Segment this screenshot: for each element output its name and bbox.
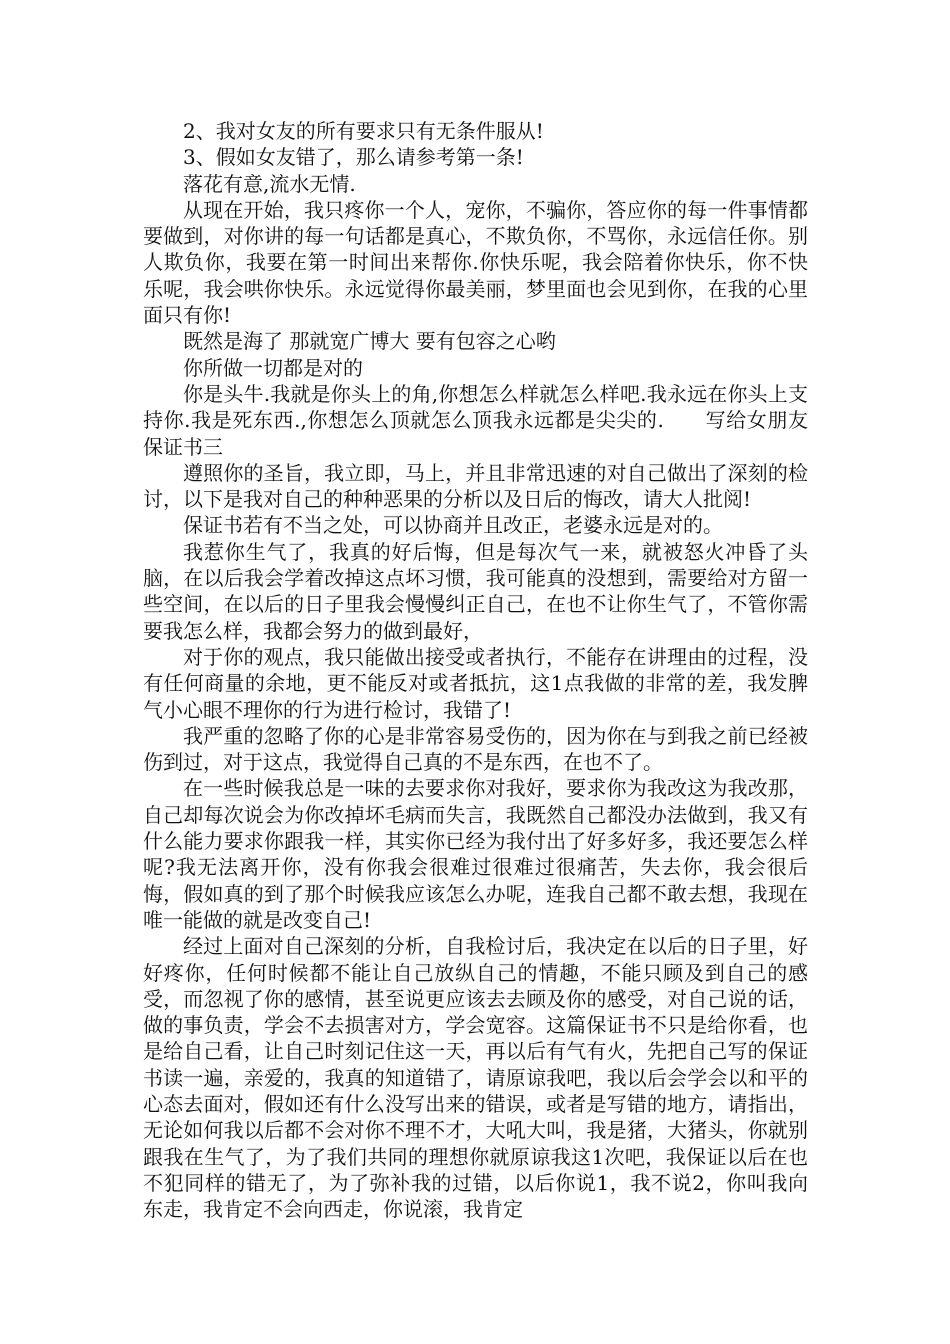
paragraph: 遵照你的圣旨，我立即，马上，并且非常迅速的对自己做出了深刻的检讨，以下是我对自己的种种恶果的分析以及日后的悔改，请大人批阅! (143, 460, 808, 512)
paragraph: 我严重的忽略了你的心是非常容易受伤的，因为你在与到我之前已经被伤到过，对于这点，我觉得自己真的不是东西，在也不了。 (143, 723, 808, 775)
paragraph: 在一些时候我总是一味的去要求你对我好，要求你为我改这为我改那，自己却每次说会为你改掉坏毛病而失言，我既然自己都没办法做到，我又有什么能力要求你跟我一样，其实你已经为我付出了好多好多，我还要怎么样呢?我无法离开你，没有你我会很难过很难过很痛苦，失去你，我会很后悔，假如真的到了那个时候我应该怎么办呢，连我自己都不敢去想，我现在唯一能做的就是改变自己! (143, 776, 808, 932)
paragraph: 从现在开始，我只疼你一个人，宠你，不骗你，答应你的每一件事情都要做到，对你讲的每一句话都是真心，不欺负你，不骂你，永远信任你。别人欺负你，我要在第一时间出来帮你.你快乐呢，我会陪着你快乐，你不快乐呢，我会哄你快乐。永远觉得你最美丽，梦里面也会见到你，在我的心里面只有你! (143, 197, 808, 328)
paragraph: 落花有意,流水无情. (183, 171, 356, 196)
paragraph: 我惹你生气了，我真的好后悔，但是每次气一来，就被怒火冲昏了头脑，在以后我会学着改掉这点坏习惯，我可能真的没想到，需要给对方留一些空间，在以后的日子里我会慢慢纠正自己，在也不让你生气了，不管你需要我怎么样，我都会努力的做到最好， (143, 539, 808, 643)
paragraph: 对于你的观点，我只能做出接受或者执行，不能存在讲理由的过程，没有任何商量的余地，更不能反对或者抵抗，这1点我做的非常的差，我发脾气小心眼不理你的行为进行检讨，我错了! (143, 644, 808, 722)
document-body (143, 118, 808, 1222)
paragraph: 保证书若有不当之处，可以协商并且改正，老婆永远是对的。 (183, 513, 723, 538)
paragraph: 2、我对女友的所有要求只有无条件服从! (183, 119, 544, 143)
paragraph: 经过上面对自己深刻的分析，自我检讨后，我决定在以后的日子里，好好疼你，任何时候都不能让自己放纵自己的情趣，不能只顾及到自己的感受，而忽视了你的感情，甚至说更应该去去顾及你的感受，对自己说的话，做的事负责，学会不去损害对方，学会宽容。这篇保证书不只是给你看，也是给自己看，让自己时刻记住这一天，再以后有气有火，先把自己写的保证书读一遍，亲爱的，我真的知道错了，请原谅我吧，我以后会学会以和平的心态去面对，假如还有什么没写出来的错误，或者是写错的地方，请指出，无论如何我以后都不会对你不理不才，大吼大叫，我是猪，大猪头，你就别跟我在生气了，为了我们共同的理想你就原谅我这1次吧，我保证以后在也不犯同样的错无了，为了弥补我的过错，以后你说1，我不说2，你叫我向东走，我肯定不会向西走，你说滚，我肯定 (143, 934, 808, 1222)
paragraph: 你是头牛.我就是你头上的角,你想怎么样就怎么样吧.我永远在你头上支持你.我是死东西.,你想怎么顶就怎么顶我永远都是尖尖的. 写给女朋友保证书三 (143, 381, 808, 459)
paragraph: 你所做一切都是对的 (183, 355, 363, 380)
paragraph: 既然是海了 那就宽广博大 要有包容之心哟 (183, 329, 556, 354)
paragraph: 3、假如女友错了，那么请参考第一条! (183, 145, 524, 170)
